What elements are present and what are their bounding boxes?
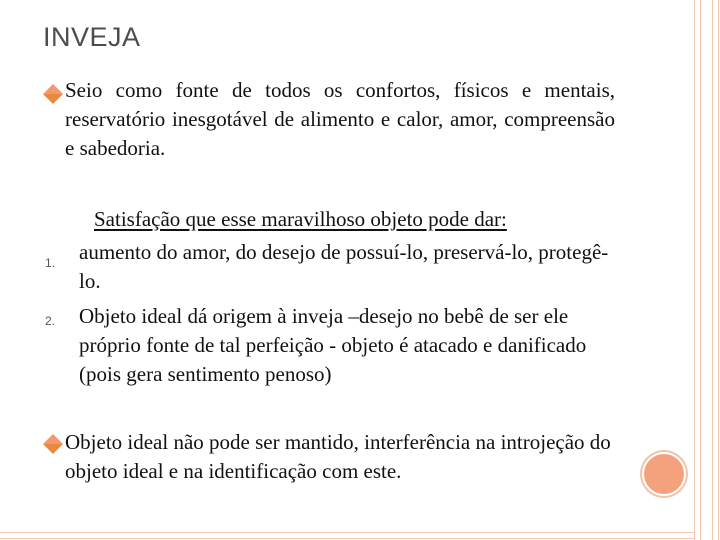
right-border-line <box>700 0 701 540</box>
list-number: 1. <box>45 256 56 270</box>
list-item-1: aumento do amor, do desejo de possuí-lo, preservá-lo, protegê-lo. <box>79 240 609 293</box>
bullet-text-2: Objeto ideal não pode ser mantido, interferência na introjeção do objeto ideal e na identificação com este. <box>65 430 611 483</box>
bottom-border-line <box>0 532 694 533</box>
bullet-text-1: Seio como fonte de todos os confortos, físicos e mentais, reservatório inesgotável de alimento e calor, amor, compreensão e sabedoria. <box>65 78 615 160</box>
bottom-border-line <box>0 538 694 539</box>
slide-title: INVEJA <box>43 22 141 52</box>
list-item-2: Objeto ideal dá origem à inveja –desejo no bebê de ser ele próprio fonte de tal perfeição - objeto é atacado e danificado (pois gera sentimento penoso) <box>79 304 587 386</box>
subheading: Satisfação que esse maravilhoso objeto pode dar: <box>94 207 507 231</box>
right-border-line <box>712 0 713 540</box>
right-border-line <box>694 0 695 540</box>
right-border-line <box>718 0 719 540</box>
list-number: 2. <box>45 314 56 328</box>
decorative-circle-icon <box>642 452 686 496</box>
